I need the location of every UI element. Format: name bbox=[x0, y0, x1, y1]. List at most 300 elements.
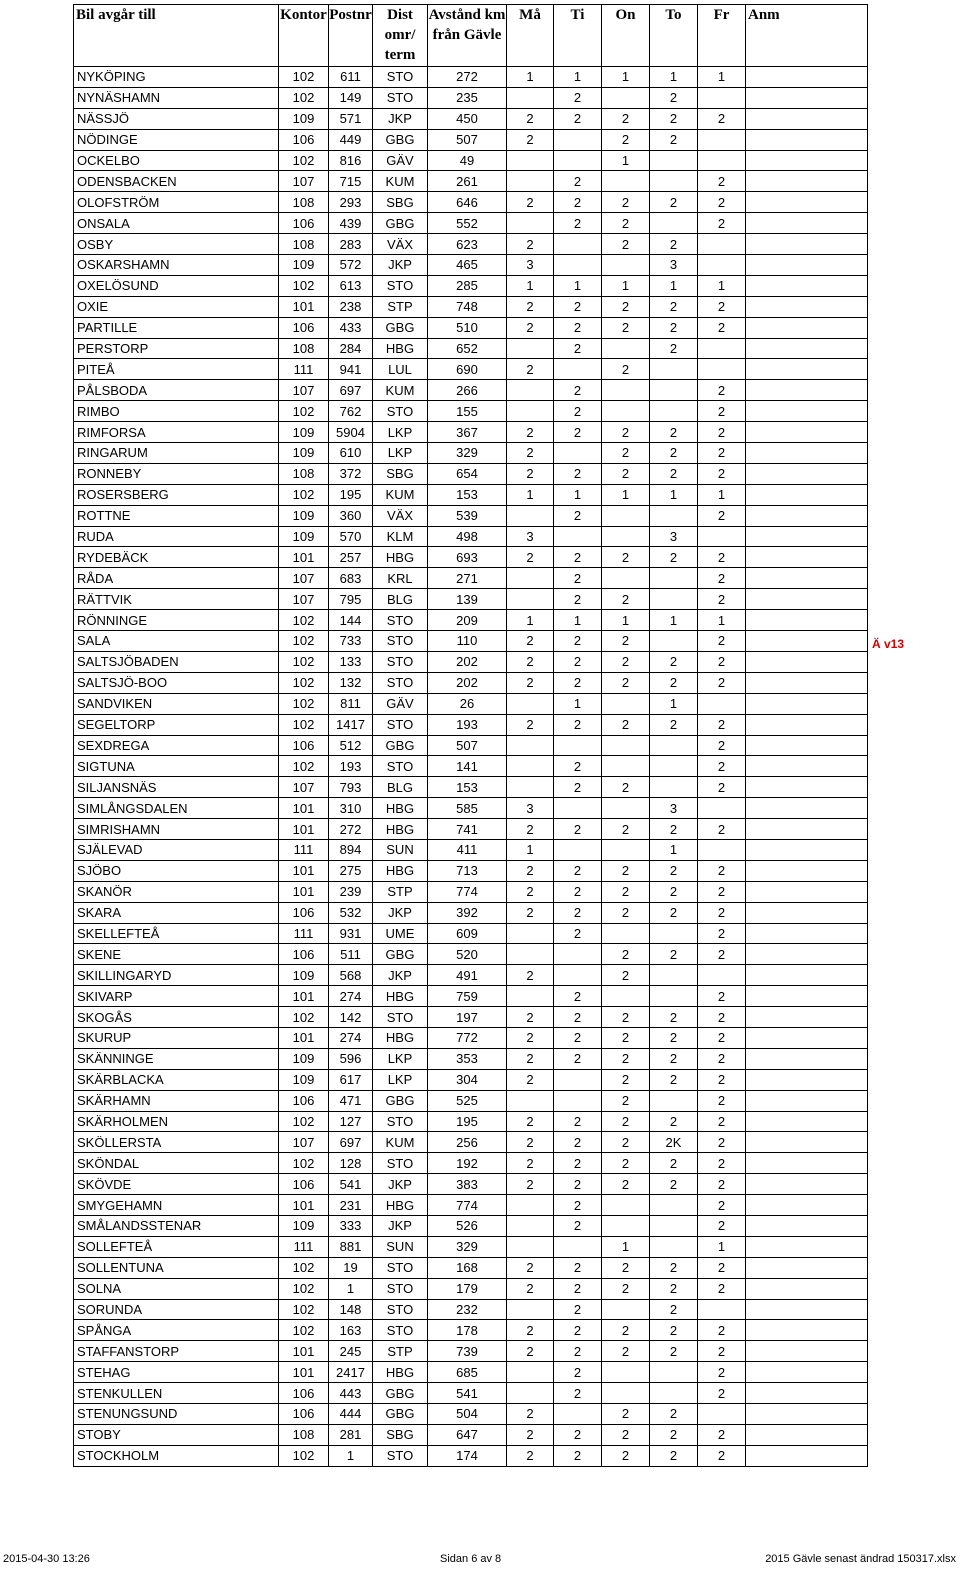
table-row bbox=[74, 672, 868, 693]
cell-avstand: 261 bbox=[428, 171, 507, 192]
cell-fr: 2 bbox=[698, 1153, 746, 1174]
cell-kontor: 108 bbox=[279, 338, 329, 359]
table-row bbox=[74, 1090, 868, 1111]
cell-fr: 1 bbox=[698, 1236, 746, 1257]
cell-dist: BLG bbox=[373, 777, 428, 798]
cell-on bbox=[602, 1195, 650, 1216]
table-row bbox=[74, 589, 868, 610]
cell-to: 2 bbox=[650, 819, 698, 840]
cell-ti: 2 bbox=[554, 1299, 602, 1320]
cell-ma bbox=[507, 1090, 554, 1111]
cell-dist: STO bbox=[373, 1278, 428, 1299]
cell-on: 2 bbox=[602, 422, 650, 443]
table-row bbox=[74, 1424, 868, 1445]
table-row bbox=[74, 234, 868, 255]
cell-ti: 2 bbox=[554, 819, 602, 840]
cell-on: 2 bbox=[602, 1027, 650, 1048]
cell-avstand: 304 bbox=[428, 1069, 507, 1090]
cell-postnr: 333 bbox=[329, 1215, 373, 1236]
cell-destination: PARTILLE bbox=[74, 317, 279, 338]
cell-ti: 2 bbox=[554, 714, 602, 735]
cell-on: 2 bbox=[602, 1153, 650, 1174]
cell-ma bbox=[507, 150, 554, 171]
cell-fr: 1 bbox=[698, 610, 746, 631]
cell-avstand: 774 bbox=[428, 1195, 507, 1216]
cell-ma: 2 bbox=[507, 1174, 554, 1195]
cell-to: 2 bbox=[650, 1278, 698, 1299]
cell-to bbox=[650, 1215, 698, 1236]
cell-anm bbox=[746, 1132, 868, 1153]
cell-to bbox=[650, 965, 698, 986]
cell-on bbox=[602, 756, 650, 777]
cell-avstand: 504 bbox=[428, 1404, 507, 1425]
cell-postnr: 127 bbox=[329, 1111, 373, 1132]
cell-destination: SKILLINGARYD bbox=[74, 965, 279, 986]
cell-ti bbox=[554, 150, 602, 171]
cell-anm bbox=[746, 839, 868, 860]
cell-postnr: 148 bbox=[329, 1299, 373, 1320]
cell-fr bbox=[698, 359, 746, 380]
table-row bbox=[74, 631, 868, 652]
cell-dist: VÄX bbox=[373, 505, 428, 526]
table-row bbox=[74, 443, 868, 464]
cell-destination: SALTSJÖ-BOO bbox=[74, 672, 279, 693]
cell-fr: 2 bbox=[698, 1341, 746, 1362]
cell-postnr: 439 bbox=[329, 213, 373, 234]
table-row bbox=[74, 129, 868, 150]
cell-fr: 2 bbox=[698, 1445, 746, 1466]
cell-destination: RÖNNINGE bbox=[74, 610, 279, 631]
cell-destination: RIMBO bbox=[74, 401, 279, 422]
cell-destination: SKÖNDAL bbox=[74, 1153, 279, 1174]
cell-ti bbox=[554, 255, 602, 276]
header-ti: Ti bbox=[554, 5, 602, 67]
cell-dist: KUM bbox=[373, 1132, 428, 1153]
cell-on: 2 bbox=[602, 547, 650, 568]
cell-ma: 2 bbox=[507, 443, 554, 464]
cell-ma: 2 bbox=[507, 317, 554, 338]
cell-ti: 2 bbox=[554, 568, 602, 589]
cell-postnr: 596 bbox=[329, 1048, 373, 1069]
cell-to: 2 bbox=[650, 443, 698, 464]
cell-ma: 2 bbox=[507, 129, 554, 150]
cell-anm bbox=[746, 944, 868, 965]
cell-postnr: 193 bbox=[329, 756, 373, 777]
cell-on: 2 bbox=[602, 1278, 650, 1299]
cell-ma bbox=[507, 380, 554, 401]
cell-dist: GÄV bbox=[373, 150, 428, 171]
cell-dist: HBG bbox=[373, 1027, 428, 1048]
cell-postnr: 163 bbox=[329, 1320, 373, 1341]
cell-dist: STO bbox=[373, 1153, 428, 1174]
cell-destination: SIMRISHAMN bbox=[74, 819, 279, 840]
cell-postnr: 762 bbox=[329, 401, 373, 422]
cell-anm bbox=[746, 714, 868, 735]
cell-fr bbox=[698, 693, 746, 714]
cell-ti: 2 bbox=[554, 317, 602, 338]
cell-fr bbox=[698, 338, 746, 359]
cell-anm bbox=[746, 1174, 868, 1195]
cell-dist: STO bbox=[373, 1320, 428, 1341]
cell-ma: 2 bbox=[507, 1320, 554, 1341]
cell-ma: 2 bbox=[507, 547, 554, 568]
cell-to bbox=[650, 1236, 698, 1257]
cell-avstand: 383 bbox=[428, 1174, 507, 1195]
cell-ma: 2 bbox=[507, 192, 554, 213]
table-row bbox=[74, 756, 868, 777]
cell-dist: JKP bbox=[373, 965, 428, 986]
cell-dist: SUN bbox=[373, 1236, 428, 1257]
cell-fr: 2 bbox=[698, 568, 746, 589]
cell-anm bbox=[746, 1069, 868, 1090]
cell-kontor: 106 bbox=[279, 1404, 329, 1425]
table-row bbox=[74, 839, 868, 860]
cell-to: 3 bbox=[650, 526, 698, 547]
cell-destination: SJÄLEVAD bbox=[74, 839, 279, 860]
cell-to: 2 bbox=[650, 1445, 698, 1466]
cell-to: 2 bbox=[650, 860, 698, 881]
cell-avstand: 232 bbox=[428, 1299, 507, 1320]
cell-postnr: 572 bbox=[329, 255, 373, 276]
cell-dist: LKP bbox=[373, 1069, 428, 1090]
cell-avstand: 329 bbox=[428, 1236, 507, 1257]
cell-ma: 2 bbox=[507, 714, 554, 735]
cell-dist: BLG bbox=[373, 589, 428, 610]
cell-to bbox=[650, 1362, 698, 1383]
cell-kontor: 102 bbox=[279, 1320, 329, 1341]
cell-on: 2 bbox=[602, 234, 650, 255]
cell-to: 2 bbox=[650, 902, 698, 923]
cell-ma bbox=[507, 986, 554, 1007]
cell-fr: 2 bbox=[698, 317, 746, 338]
cell-ma: 2 bbox=[507, 651, 554, 672]
table-row bbox=[74, 213, 868, 234]
cell-to: 2 bbox=[650, 317, 698, 338]
cell-postnr: 532 bbox=[329, 902, 373, 923]
cell-kontor: 101 bbox=[279, 1195, 329, 1216]
cell-to: 2 bbox=[650, 129, 698, 150]
cell-destination: SALA bbox=[74, 631, 279, 652]
cell-avstand: 285 bbox=[428, 275, 507, 296]
cell-destination: SKOGÅS bbox=[74, 1007, 279, 1028]
cell-to: 2 bbox=[650, 1153, 698, 1174]
cell-to: 2 bbox=[650, 881, 698, 902]
cell-dist: STO bbox=[373, 275, 428, 296]
cell-kontor: 101 bbox=[279, 986, 329, 1007]
cell-ti: 2 bbox=[554, 923, 602, 944]
cell-ma bbox=[507, 589, 554, 610]
cell-avstand: 741 bbox=[428, 819, 507, 840]
cell-on: 2 bbox=[602, 714, 650, 735]
cell-kontor: 101 bbox=[279, 1027, 329, 1048]
cell-avstand: 179 bbox=[428, 1278, 507, 1299]
cell-ma bbox=[507, 777, 554, 798]
cell-fr bbox=[698, 255, 746, 276]
table-row bbox=[74, 171, 868, 192]
table-body bbox=[74, 67, 868, 1467]
cell-kontor: 107 bbox=[279, 1132, 329, 1153]
cell-to: 2 bbox=[650, 1048, 698, 1069]
cell-avstand: 526 bbox=[428, 1215, 507, 1236]
cell-avstand: 739 bbox=[428, 1341, 507, 1362]
cell-avstand: 647 bbox=[428, 1424, 507, 1445]
cell-fr: 2 bbox=[698, 631, 746, 652]
cell-ma bbox=[507, 923, 554, 944]
cell-anm bbox=[746, 338, 868, 359]
cell-on: 2 bbox=[602, 1048, 650, 1069]
cell-anm bbox=[746, 631, 868, 652]
cell-on: 2 bbox=[602, 631, 650, 652]
cell-on: 1 bbox=[602, 484, 650, 505]
cell-anm bbox=[746, 1215, 868, 1236]
cell-on bbox=[602, 1362, 650, 1383]
cell-kontor: 102 bbox=[279, 1299, 329, 1320]
cell-ti: 2 bbox=[554, 1048, 602, 1069]
cell-anm bbox=[746, 108, 868, 129]
cell-fr: 2 bbox=[698, 443, 746, 464]
cell-on: 2 bbox=[602, 902, 650, 923]
table-row bbox=[74, 881, 868, 902]
cell-anm bbox=[746, 777, 868, 798]
cell-anm bbox=[746, 1195, 868, 1216]
cell-ti: 2 bbox=[554, 1153, 602, 1174]
table-row bbox=[74, 1153, 868, 1174]
table-row bbox=[74, 338, 868, 359]
cell-dist: VÄX bbox=[373, 234, 428, 255]
cell-to bbox=[650, 986, 698, 1007]
cell-on: 2 bbox=[602, 819, 650, 840]
header-postnr: Postnr bbox=[329, 5, 373, 67]
cell-ti: 2 bbox=[554, 213, 602, 234]
cell-on: 2 bbox=[602, 108, 650, 129]
cell-kontor: 108 bbox=[279, 234, 329, 255]
cell-ma: 3 bbox=[507, 255, 554, 276]
cell-on: 2 bbox=[602, 1111, 650, 1132]
cell-anm bbox=[746, 171, 868, 192]
cell-kontor: 109 bbox=[279, 1215, 329, 1236]
cell-fr: 2 bbox=[698, 1111, 746, 1132]
cell-ti: 1 bbox=[554, 693, 602, 714]
cell-avstand: 585 bbox=[428, 798, 507, 819]
table-row bbox=[74, 87, 868, 108]
cell-postnr: 816 bbox=[329, 150, 373, 171]
cell-to: 2 bbox=[650, 1069, 698, 1090]
cell-to bbox=[650, 568, 698, 589]
cell-destination: SEXDREGA bbox=[74, 735, 279, 756]
cell-ti: 2 bbox=[554, 108, 602, 129]
cell-ma: 2 bbox=[507, 1424, 554, 1445]
cell-on bbox=[602, 986, 650, 1007]
cell-kontor: 106 bbox=[279, 1090, 329, 1111]
cell-kontor: 101 bbox=[279, 1341, 329, 1362]
cell-ma: 1 bbox=[507, 67, 554, 88]
cell-to: 2 bbox=[650, 1404, 698, 1425]
cell-avstand: 520 bbox=[428, 944, 507, 965]
sala-annotation: Ä v13 bbox=[872, 637, 905, 651]
table-row bbox=[74, 1048, 868, 1069]
cell-postnr: 275 bbox=[329, 860, 373, 881]
cell-avstand: 652 bbox=[428, 338, 507, 359]
cell-to: 1 bbox=[650, 67, 698, 88]
cell-destination: SKÄRHAMN bbox=[74, 1090, 279, 1111]
cell-ma bbox=[507, 87, 554, 108]
cell-kontor: 102 bbox=[279, 87, 329, 108]
cell-destination: SOLLENTUNA bbox=[74, 1257, 279, 1278]
cell-ti bbox=[554, 443, 602, 464]
cell-kontor: 101 bbox=[279, 547, 329, 568]
cell-destination: PITEÅ bbox=[74, 359, 279, 380]
table-row bbox=[74, 777, 868, 798]
cell-postnr: 1417 bbox=[329, 714, 373, 735]
cell-ti: 1 bbox=[554, 275, 602, 296]
header-on: On bbox=[602, 5, 650, 67]
cell-on: 2 bbox=[602, 1445, 650, 1466]
cell-ma bbox=[507, 568, 554, 589]
cell-fr: 2 bbox=[698, 213, 746, 234]
cell-anm bbox=[746, 1257, 868, 1278]
cell-ti: 2 bbox=[554, 881, 602, 902]
cell-on: 2 bbox=[602, 1341, 650, 1362]
cell-on: 2 bbox=[602, 129, 650, 150]
cell-to: 2 bbox=[650, 547, 698, 568]
cell-destination: OXELÖSUND bbox=[74, 275, 279, 296]
cell-to: 2 bbox=[650, 672, 698, 693]
cell-dist: HBG bbox=[373, 798, 428, 819]
cell-avstand: 256 bbox=[428, 1132, 507, 1153]
cell-destination: OXIE bbox=[74, 296, 279, 317]
cell-ma: 2 bbox=[507, 1132, 554, 1153]
cell-fr: 2 bbox=[698, 422, 746, 443]
cell-anm bbox=[746, 1404, 868, 1425]
cell-avstand: 178 bbox=[428, 1320, 507, 1341]
cell-postnr: 568 bbox=[329, 965, 373, 986]
cell-ma bbox=[507, 505, 554, 526]
cell-kontor: 109 bbox=[279, 965, 329, 986]
cell-postnr: 697 bbox=[329, 380, 373, 401]
cell-postnr: 733 bbox=[329, 631, 373, 652]
cell-to: 2 bbox=[650, 422, 698, 443]
cell-avstand: 197 bbox=[428, 1007, 507, 1028]
cell-fr bbox=[698, 87, 746, 108]
cell-ti: 2 bbox=[554, 1278, 602, 1299]
cell-ti bbox=[554, 798, 602, 819]
cell-postnr: 811 bbox=[329, 693, 373, 714]
table-row bbox=[74, 986, 868, 1007]
cell-ma bbox=[507, 1215, 554, 1236]
cell-destination: SEGELTORP bbox=[74, 714, 279, 735]
cell-to: 2 bbox=[650, 1424, 698, 1445]
cell-anm bbox=[746, 986, 868, 1007]
table-row bbox=[74, 1195, 868, 1216]
cell-ti bbox=[554, 1069, 602, 1090]
cell-kontor: 106 bbox=[279, 1174, 329, 1195]
cell-to: 2 bbox=[650, 1257, 698, 1278]
cell-on bbox=[602, 1383, 650, 1404]
cell-to bbox=[650, 923, 698, 944]
cell-destination: NYKÖPING bbox=[74, 67, 279, 88]
cell-dist: HBG bbox=[373, 819, 428, 840]
cell-fr: 2 bbox=[698, 296, 746, 317]
cell-kontor: 109 bbox=[279, 443, 329, 464]
cell-destination: STOCKHOLM bbox=[74, 1445, 279, 1466]
cell-postnr: 683 bbox=[329, 568, 373, 589]
cell-ma bbox=[507, 1383, 554, 1404]
cell-dist: HBG bbox=[373, 1362, 428, 1383]
cell-anm bbox=[746, 1090, 868, 1111]
cell-ti: 1 bbox=[554, 67, 602, 88]
cell-to bbox=[650, 150, 698, 171]
table-row bbox=[74, 944, 868, 965]
cell-anm bbox=[746, 422, 868, 443]
cell-ma: 1 bbox=[507, 275, 554, 296]
cell-kontor: 106 bbox=[279, 944, 329, 965]
cell-ti: 2 bbox=[554, 1362, 602, 1383]
cell-ma: 2 bbox=[507, 1048, 554, 1069]
cell-kontor: 102 bbox=[279, 714, 329, 735]
cell-avstand: 654 bbox=[428, 463, 507, 484]
cell-ma bbox=[507, 1299, 554, 1320]
cell-ma bbox=[507, 756, 554, 777]
cell-kontor: 102 bbox=[279, 756, 329, 777]
cell-to: 3 bbox=[650, 255, 698, 276]
cell-avstand: 491 bbox=[428, 965, 507, 986]
cell-postnr: 257 bbox=[329, 547, 373, 568]
cell-to: 2 bbox=[650, 1007, 698, 1028]
cell-avstand: 209 bbox=[428, 610, 507, 631]
cell-postnr: 1 bbox=[329, 1278, 373, 1299]
cell-postnr: 881 bbox=[329, 1236, 373, 1257]
cell-ti: 2 bbox=[554, 463, 602, 484]
table-row bbox=[74, 547, 868, 568]
cell-ma bbox=[507, 1362, 554, 1383]
cell-kontor: 106 bbox=[279, 129, 329, 150]
cell-on bbox=[602, 735, 650, 756]
cell-anm bbox=[746, 380, 868, 401]
cell-anm bbox=[746, 568, 868, 589]
cell-avstand: 539 bbox=[428, 505, 507, 526]
cell-ti bbox=[554, 735, 602, 756]
cell-kontor: 111 bbox=[279, 1236, 329, 1257]
departure-table bbox=[73, 4, 868, 1467]
cell-dist: SBG bbox=[373, 463, 428, 484]
cell-kontor: 102 bbox=[279, 672, 329, 693]
cell-postnr: 293 bbox=[329, 192, 373, 213]
cell-kontor: 101 bbox=[279, 819, 329, 840]
cell-destination: SANDVIKEN bbox=[74, 693, 279, 714]
cell-postnr: 272 bbox=[329, 819, 373, 840]
table-row bbox=[74, 1174, 868, 1195]
table-row bbox=[74, 1132, 868, 1153]
cell-kontor: 109 bbox=[279, 1069, 329, 1090]
cell-avstand: 507 bbox=[428, 735, 507, 756]
cell-kontor: 102 bbox=[279, 1153, 329, 1174]
table-row bbox=[74, 693, 868, 714]
table-row bbox=[74, 275, 868, 296]
cell-anm bbox=[746, 526, 868, 547]
cell-dist: STO bbox=[373, 714, 428, 735]
cell-destination: SKÄRBLACKA bbox=[74, 1069, 279, 1090]
cell-ti bbox=[554, 944, 602, 965]
cell-ti bbox=[554, 526, 602, 547]
cell-on: 1 bbox=[602, 67, 650, 88]
cell-kontor: 111 bbox=[279, 359, 329, 380]
cell-on: 2 bbox=[602, 463, 650, 484]
cell-dist: STO bbox=[373, 651, 428, 672]
table-row bbox=[74, 359, 868, 380]
cell-anm bbox=[746, 1341, 868, 1362]
cell-ti: 2 bbox=[554, 902, 602, 923]
cell-kontor: 102 bbox=[279, 631, 329, 652]
